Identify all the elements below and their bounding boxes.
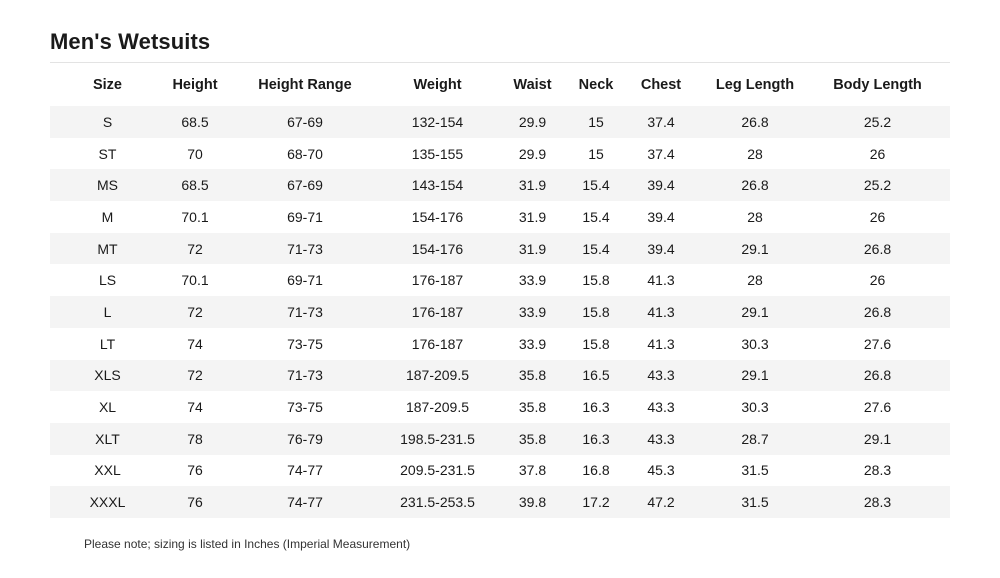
table-row [50, 201, 950, 233]
table-cell: 74-77 [287, 462, 323, 479]
table-cell: 37.4 [647, 145, 675, 162]
table-cell: 15 [575, 106, 617, 138]
table-cell: 69-71 [287, 272, 323, 289]
table-cell: M [101, 208, 114, 225]
table-cell: MS [50, 169, 165, 201]
table-cell: 29.9 [490, 106, 575, 138]
table-row [50, 455, 950, 487]
table-cell: 72 [165, 233, 225, 265]
table-cell: 16.8 [582, 462, 610, 479]
table-cell: 37.4 [617, 106, 705, 138]
table-cell: 198.5-231.5 [385, 423, 490, 455]
table-cell: L [50, 296, 165, 328]
table-cell: 37.8 [518, 462, 547, 479]
table-cell: ST [98, 145, 117, 162]
table-cell: 70 [187, 145, 203, 162]
table-cell: 31.5 [741, 462, 769, 479]
table-cell: 29.1 [705, 296, 805, 328]
table-cell: 35.8 [518, 399, 547, 416]
table-row [50, 391, 950, 423]
table-cell: 39.4 [647, 208, 675, 225]
table-cell: 28 [747, 208, 763, 225]
table-cell: 26.8 [805, 296, 950, 328]
table-cell: 74 [187, 399, 203, 416]
table-cell: 15.8 [582, 335, 610, 352]
table-cell: 70.1 [181, 208, 209, 225]
table-cell: 28.3 [863, 462, 892, 479]
table-cell: 26.8 [805, 233, 950, 265]
table-cell: 28 [747, 145, 763, 162]
table-cell: 15.8 [582, 272, 610, 289]
table-cell: 31.9 [490, 169, 575, 201]
table-row [50, 138, 950, 170]
column-header-weight: Weight [413, 76, 462, 93]
table-row [50, 169, 950, 201]
table-cell: 35.8 [490, 423, 575, 455]
table-cell: 29.1 [805, 423, 950, 455]
table-cell: 78 [165, 423, 225, 455]
column-header-chest: Chest [640, 76, 682, 93]
table-cell: 176-187 [411, 272, 464, 289]
table-cell: 43.3 [617, 423, 705, 455]
table-cell: XLT [50, 423, 165, 455]
table-cell: 176-187 [411, 335, 464, 352]
table-cell: 39.4 [617, 233, 705, 265]
table-cell: 43.3 [647, 399, 675, 416]
table-cell: 30.3 [741, 335, 769, 352]
sizing-note: Please note; sizing is listed in Inches (Imperial Measurement) [84, 537, 411, 551]
table-cell: 68.5 [165, 106, 225, 138]
table-header-row [50, 63, 950, 106]
table-cell: S [50, 106, 165, 138]
table-row [50, 486, 950, 518]
table-row [50, 264, 950, 296]
table-cell: 25.2 [805, 169, 950, 201]
table-cell: 41.3 [647, 272, 675, 289]
table-cell: 132-154 [385, 106, 490, 138]
table-cell: XXL [94, 462, 121, 479]
table-cell: 35.8 [490, 360, 575, 392]
table-cell: 67-69 [225, 106, 385, 138]
table-cell: 76-79 [225, 423, 385, 455]
table-cell: 39.4 [617, 169, 705, 201]
table-cell: 15.4 [575, 233, 617, 265]
table-cell: 76 [187, 462, 203, 479]
table-cell: 27.6 [863, 399, 892, 416]
table-cell: 72 [165, 360, 225, 392]
table-cell: XL [98, 399, 117, 416]
table-cell: 143-154 [385, 169, 490, 201]
table-row [50, 328, 950, 360]
table-cell: 28.7 [705, 423, 805, 455]
table-cell: 15.4 [575, 169, 617, 201]
table-cell: XLS [50, 360, 165, 392]
table-cell: 33.9 [518, 272, 547, 289]
table-row [50, 423, 950, 455]
table-cell: 41.3 [647, 335, 675, 352]
table-cell: 68-70 [287, 145, 323, 162]
table-cell: 27.6 [863, 335, 892, 352]
table-cell: 26 [869, 145, 886, 162]
column-header-body-length: Body Length [833, 76, 922, 93]
table-cell: 31.9 [518, 208, 547, 225]
table-cell: LT [99, 335, 116, 352]
size-table [50, 63, 950, 518]
table-cell: 154-176 [385, 233, 490, 265]
table-cell: 33.9 [518, 335, 547, 352]
table-cell: 26 [869, 208, 886, 225]
table-cell: 209.5-231.5 [400, 462, 475, 479]
table-cell: 39.8 [490, 486, 575, 518]
table-cell: 26.8 [805, 360, 950, 392]
table-cell: 73-75 [287, 399, 323, 416]
table-cell: 74 [187, 335, 203, 352]
table-cell: 26.8 [705, 106, 805, 138]
table-cell: 154-176 [411, 208, 464, 225]
table-cell: MT [50, 233, 165, 265]
table-cell: LS [98, 272, 117, 289]
table-cell: 30.3 [741, 399, 769, 416]
table-cell: 71-73 [225, 233, 385, 265]
table-cell: 67-69 [225, 169, 385, 201]
table-cell: 31.5 [705, 486, 805, 518]
table-cell: 45.3 [647, 462, 675, 479]
table-cell: 15 [588, 145, 604, 162]
table-cell: 33.9 [490, 296, 575, 328]
table-cell: 31.9 [490, 233, 575, 265]
table-cell: 176-187 [385, 296, 490, 328]
table-cell: 68.5 [165, 169, 225, 201]
column-header-neck: Neck [578, 76, 614, 93]
table-cell: 16.3 [582, 399, 610, 416]
table-cell: 73-75 [287, 335, 323, 352]
table-cell: 47.2 [617, 486, 705, 518]
table-cell: 71-73 [225, 360, 385, 392]
column-header-height-range: Height Range [258, 76, 352, 93]
table-cell: 28.3 [805, 486, 950, 518]
table-cell: 69-71 [287, 208, 323, 225]
table-cell: 231.5-253.5 [385, 486, 490, 518]
table-cell: 72 [165, 296, 225, 328]
table-cell: 187-209.5 [405, 399, 470, 416]
table-cell: 16.3 [575, 423, 617, 455]
table-cell: 28 [747, 272, 763, 289]
table-cell: 74-77 [225, 486, 385, 518]
table-cell: 135-155 [411, 145, 464, 162]
column-header-waist: Waist [513, 76, 552, 93]
size-chart [50, 26, 950, 518]
table-cell: 17.2 [575, 486, 617, 518]
table-cell: 25.2 [805, 106, 950, 138]
table-cell: 187-209.5 [385, 360, 490, 392]
page-title: Men's Wetsuits [50, 29, 211, 54]
table-cell: 15.4 [582, 208, 610, 225]
table-cell: 16.5 [575, 360, 617, 392]
table-cell: 41.3 [617, 296, 705, 328]
table-cell: 29.1 [705, 360, 805, 392]
column-header-size: Size [92, 76, 122, 93]
table-row [50, 233, 950, 265]
table-cell: 26 [869, 272, 886, 289]
table-cell: XXXL [50, 486, 165, 518]
table-cell: 15.8 [575, 296, 617, 328]
column-header-leg-length: Leg Length [715, 76, 795, 93]
table-cell: 70.1 [181, 272, 209, 289]
table-cell: 29.1 [705, 233, 805, 265]
column-header-height: Height [172, 76, 218, 93]
table-cell: 43.3 [617, 360, 705, 392]
table-cell: 29.9 [518, 145, 547, 162]
table-body [50, 106, 950, 518]
table-cell: 71-73 [225, 296, 385, 328]
table-row [50, 360, 950, 392]
table-row [50, 106, 950, 138]
table-row [50, 296, 950, 328]
table-cell: 76 [165, 486, 225, 518]
table-cell: 26.8 [705, 169, 805, 201]
